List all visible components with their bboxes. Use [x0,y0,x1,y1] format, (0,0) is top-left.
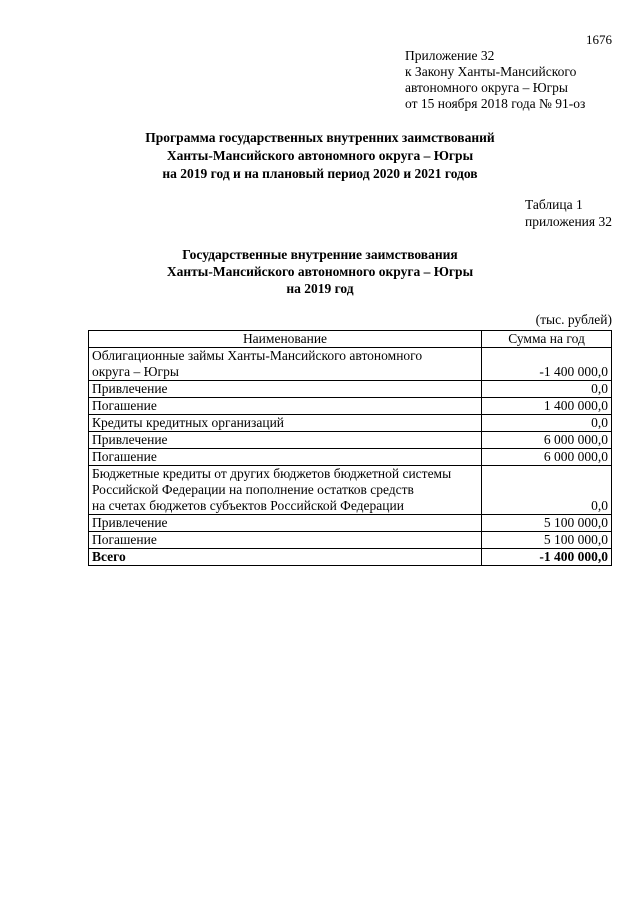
subtitle-line: Государственные внутренние заимствования [182,247,458,262]
row-amount-cell: 0,0 [482,466,612,515]
row-amount-cell: -1 400 000,0 [482,348,612,381]
table-row [89,449,612,466]
appendix-line: от 15 ноября 2018 года № 91-оз [405,96,586,111]
row-name-line: Кредиты кредитных организаций [92,415,285,430]
row-name-line: округа – Югры [92,364,179,379]
row-amount-cell: 6 000 000,0 [482,449,612,466]
row-name-cell [89,466,482,515]
row-name-cell [89,398,482,415]
table-reference [525,196,612,230]
table-row [89,532,612,549]
row-name-cell [89,381,482,398]
row-name-cell [89,432,482,449]
row-name-cell [89,348,482,381]
table-row [89,348,612,381]
row-name-line: Бюджетные кредиты от других бюджетов бюджетной системы [92,466,452,481]
total-amount: -1 400 000,0 [482,549,612,566]
row-amount-cell: 1 400 000,0 [482,398,612,415]
table-row [89,415,612,432]
table-row [89,466,612,515]
subtitle-line: на 2019 год [286,281,354,296]
total-label: Всего [89,549,482,566]
table-row [89,381,612,398]
column-header-amount: Сумма на год [482,331,612,348]
row-amount-cell: 0,0 [482,415,612,432]
appendix-reference [405,48,585,112]
row-name-line: Привлечение [92,515,168,530]
appendix-line: Приложение 32 [405,48,495,63]
title-line: на 2019 год и на плановый период 2020 и 2021 годов [162,166,478,181]
row-name-cell [89,532,482,549]
row-name-line: Привлечение [92,432,168,447]
column-header-name: Наименование [89,331,482,348]
row-amount-cell: 5 100 000,0 [482,515,612,532]
table-body [89,348,612,566]
table-total-row [89,549,612,566]
row-name-cell [89,415,482,432]
table-ref-line: приложения 32 [524,214,612,229]
row-name-line: Привлечение [92,381,168,396]
row-name-line: Российской Федерации на пополнение остатков средств [92,482,414,497]
title-line: Программа государственных внутренних заимствований [145,130,495,145]
table-ref-line: Таблица 1 [524,197,583,212]
title-line: Ханты-Мансийского автономного округа – Югры [166,148,474,163]
table-row [89,432,612,449]
table-header-row [89,331,612,348]
row-name-line: Погашение [92,449,157,464]
row-amount-cell: 0,0 [482,381,612,398]
row-amount-cell: 5 100 000,0 [482,532,612,549]
page-number: 1676 [586,32,612,47]
appendix-line: к Закону Ханты-Мансийского [405,64,577,79]
appendix-line: автономного округа – Югры [405,80,568,95]
document-title [0,129,640,183]
row-amount-cell: 6 000 000,0 [482,432,612,449]
table-row [89,398,612,415]
table-row [89,515,612,532]
table-title [0,246,640,297]
borrowings-table [88,330,612,566]
row-name-cell [89,449,482,466]
row-name-line: на счетах бюджетов субъектов Российской Федерации [92,498,404,513]
subtitle-line: Ханты-Мансийского автономного округа – Югры [166,264,474,279]
row-name-line: Облигационные займы Ханты-Мансийского автономного [92,348,423,363]
row-name-line: Погашение [92,398,157,413]
units-label: (тыс. рублей) [535,312,612,327]
row-name-cell [89,515,482,532]
row-name-line: Погашение [92,532,157,547]
